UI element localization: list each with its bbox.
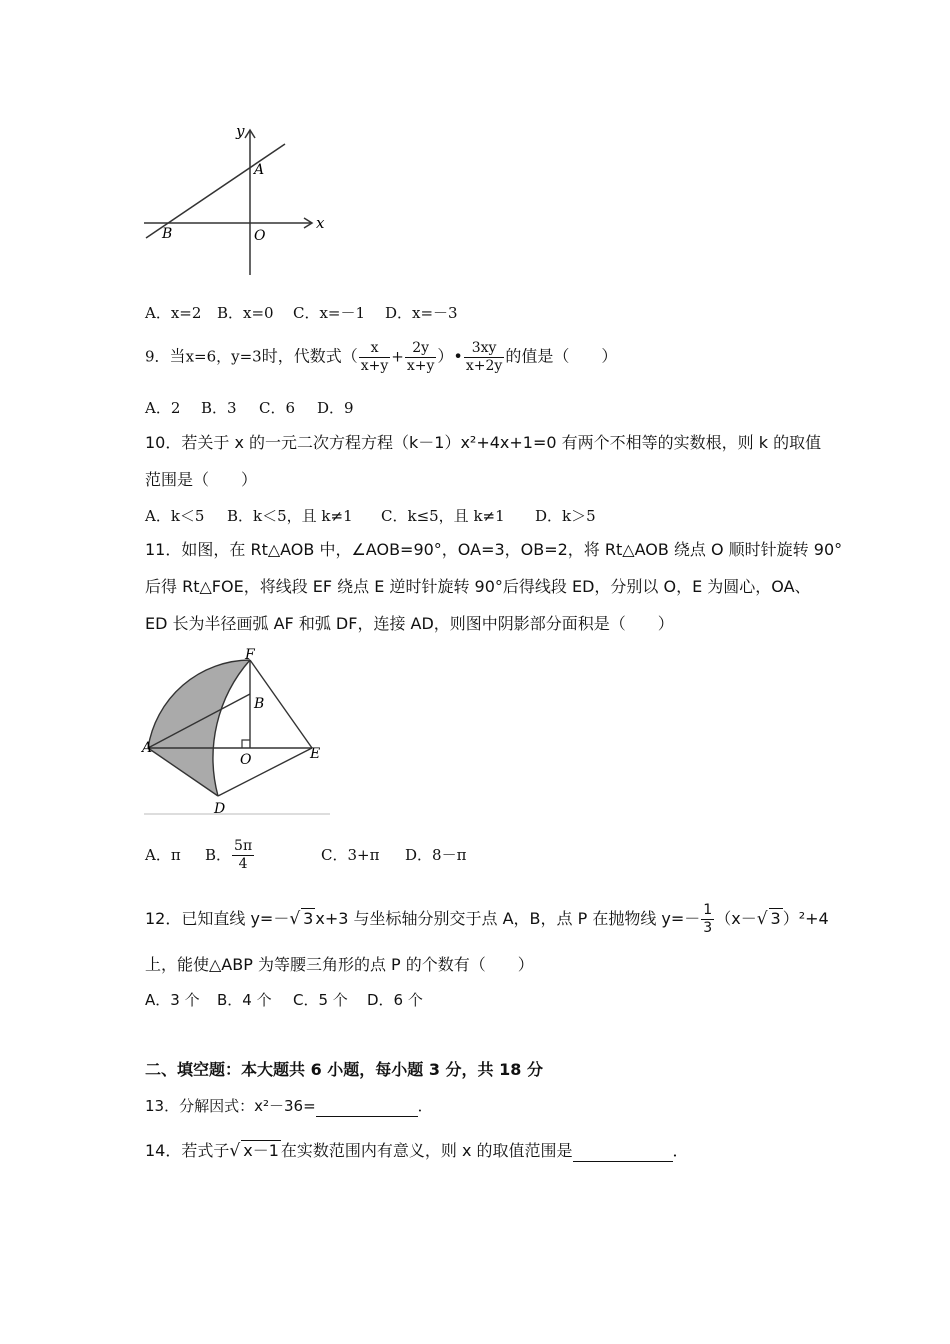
figure-line-graph xyxy=(140,120,330,280)
svg-text:A: A xyxy=(142,740,153,756)
fraction-3: $\frac{3xy}{x+2y}$ xyxy=(465,340,503,374)
q8-option-b: B．x=0 xyxy=(217,304,274,322)
question-12: 12．已知直线 y=－√ 3 x+3 与坐标轴分别交于点 A，B，点 P 在抛物线 y=－ $\frac{1}{3}$ （x－√ 3 ）²+4 xyxy=(145,902,829,936)
q10-option-c: C．k≤5，且 k≠1 xyxy=(381,507,505,525)
origin-label: O xyxy=(254,228,266,244)
q11-line1: 11．如图，在 Rt△AOB 中，∠AOB=90°，OA=3，OB=2，将 Rt△AOB 绕点 O 顺时针旋转 90° xyxy=(145,540,843,559)
question-9: 9．当x=6，y=3时，代数式（ $\frac{x}{x+y}$ + $\frac{2y}{x+y}$ ）• $\frac{3xy}{x+2y}$ 的值是（ ） xyxy=(145,340,618,374)
q9-option-a: A．2 xyxy=(145,399,181,417)
q8-option-c: C．x=－1 xyxy=(293,304,366,322)
right-angle-mark xyxy=(242,740,250,748)
q12-option-b: B．4 个 xyxy=(217,991,272,1009)
section-2-title: 二、填空题：本大题共 6 小题，每小题 3 分，共 18 分 xyxy=(145,1060,543,1079)
q11-options xyxy=(145,838,466,873)
q12-option-d: D．6 个 xyxy=(367,991,423,1009)
q8-options xyxy=(145,303,458,323)
q11-line3: ED 长为半径画弧 AF 和弧 DF，连接 AD，则图中阴影部分面积是（ ） xyxy=(145,614,674,633)
q8-option-d: D．x=－3 xyxy=(385,304,458,322)
q11-option-a: A．π xyxy=(145,845,181,864)
q8-option-a: A．x=2 xyxy=(145,304,202,322)
q12-option-a: A．3 个 xyxy=(145,991,200,1009)
q12-options xyxy=(145,990,423,1010)
svg-text:O: O xyxy=(240,752,252,768)
q9-option-c: C．6 xyxy=(259,399,296,417)
point-a-label: A xyxy=(254,162,265,178)
q10-option-a: A．k＜5 xyxy=(145,507,205,525)
q12-line2: 上，能使△ABP 为等腰三角形的点 P 的个数有（ ） xyxy=(145,955,534,974)
q10-line2: 范围是（ ） xyxy=(145,470,258,489)
q11-option-b: B． $\frac{5\pi}{4}$ xyxy=(205,838,253,872)
fraction-1: $\frac{x}{x+y}$ xyxy=(360,340,389,374)
y-label: y xyxy=(236,122,245,140)
x-label: x xyxy=(316,214,325,232)
q13-answer-blank[interactable] xyxy=(316,1096,418,1117)
question-13: 13．分解因式：x²－36= ． xyxy=(145,1097,433,1115)
fraction-2: $\frac{2y}{x+y}$ xyxy=(406,340,435,374)
q11-option-c: C．3+π xyxy=(321,845,380,864)
q11-option-d: D．8－π xyxy=(405,845,467,864)
q14-answer-blank[interactable] xyxy=(573,1141,673,1162)
q10-option-b: B．k＜5，且 k≠1 xyxy=(227,507,353,525)
q9-option-b: B．3 xyxy=(201,399,237,417)
q11-line2: 后得 Rt△FOE，将线段 EF 绕点 E 逆时针旋转 90°后得线段 ED，分别以 O，E 为圆心，OA、 xyxy=(145,577,811,596)
q12-option-c: C．5 个 xyxy=(293,991,348,1009)
svg-text:D: D xyxy=(214,801,226,817)
figure-shaded-region xyxy=(140,648,335,820)
q9-option-d: D．9 xyxy=(317,399,354,417)
q10-option-d: D．k＞5 xyxy=(535,507,596,525)
svg-text:B: B xyxy=(254,696,265,712)
q10-line1: 10．若关于 x 的一元二次方程方程（k－1）x²+4x+1=0 有两个不相等的实数根，则 k 的取值 xyxy=(145,433,822,452)
q10-options xyxy=(145,506,596,526)
svg-text:F: F xyxy=(245,648,255,663)
point-b-label: B xyxy=(162,226,173,242)
graph-line xyxy=(146,144,285,238)
question-14: 14．若式子√ x－1 在实数范围内有意义，则 x 的取值范围是 ． xyxy=(145,1141,689,1161)
svg-text:E: E xyxy=(310,746,321,762)
q9-options xyxy=(145,398,354,418)
